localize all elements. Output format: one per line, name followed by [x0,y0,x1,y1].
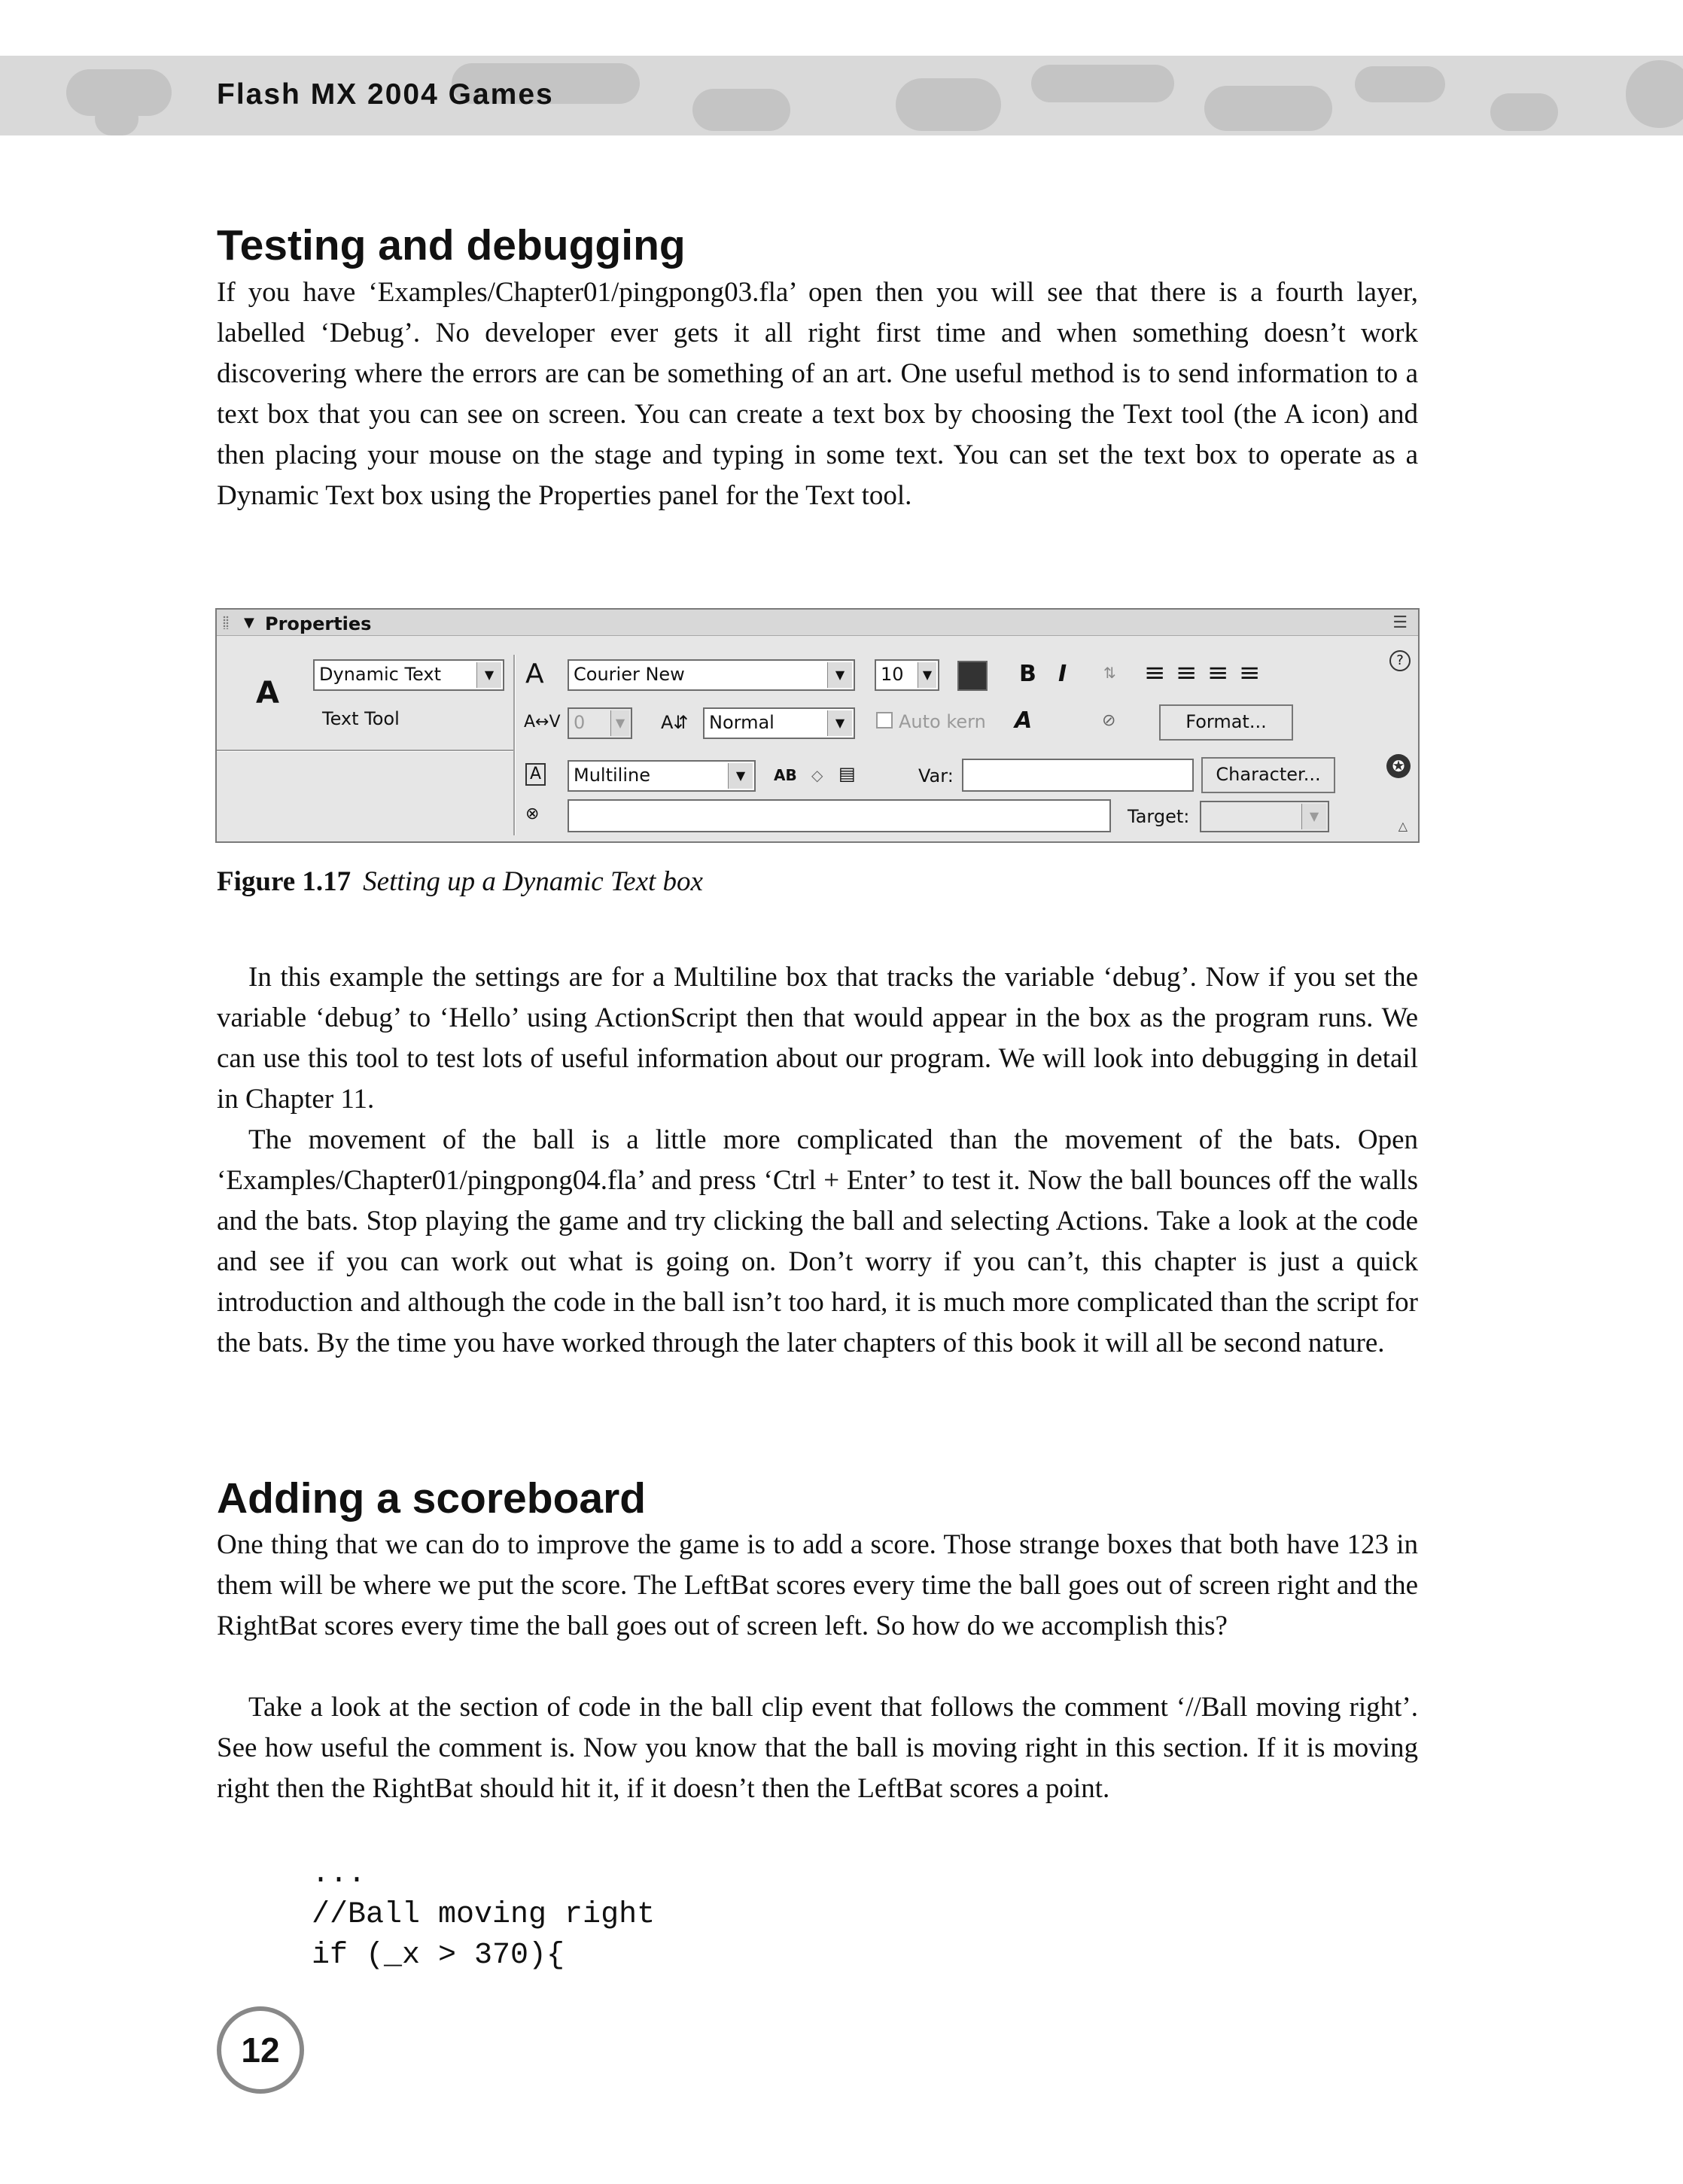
text-type-value: Dynamic Text [319,664,442,685]
collapse-triangle-icon[interactable]: ▼ [244,615,254,631]
tracking-value: 0 [574,712,586,733]
auto-kern-checkbox[interactable] [876,712,893,729]
baseline-icon: A⇵ [661,712,689,733]
body-paragraph: The movement of the ball is a little more complicated than the movement of the bats. Open ‘Examples/Chapter01/pingpong04.fla’ and press ‘Ctrl + Enter’ to test it. Now the ball bounces off the walls and the bats. Stop playing the game and try clicking the ball and selecting Actions. Take a look at the code and see if you can work out what is going on. Don’t worry if you can’t, this chapter is just a quick introduction and although the code in the ball isn’t too hard, it is much more complicated than the script for the bats. By the time you have worked through the later chapters of this book it will all be second nature. [217,1124,1418,1358]
target-label: Target: [1128,806,1190,827]
properties-panel [215,608,1420,843]
text-type-select[interactable] [313,659,504,691]
section-heading-testing: Testing and debugging [217,221,686,269]
panel-options-menu-icon[interactable]: ☰ [1392,613,1408,632]
tracking-icon: A↔V [524,713,561,732]
target-select[interactable] [1200,801,1329,832]
divider [513,655,516,835]
help-icon[interactable]: ? [1389,650,1411,671]
font-select[interactable] [568,659,855,691]
bold-button[interactable]: B [1019,661,1036,687]
drag-grip-icon[interactable] [223,616,229,629]
header-decoration [95,102,138,135]
var-input[interactable] [962,759,1194,792]
selectable-icon[interactable]: AB [774,766,797,784]
baseline-select[interactable] [703,707,855,739]
format-button[interactable]: Format... [1159,704,1293,741]
character-button[interactable]: Character... [1201,757,1335,793]
header-decoration [1626,60,1683,128]
divider [217,750,513,752]
chevron-down-icon: ▼ [1301,804,1326,829]
chevron-down-icon: ▼ [476,662,501,688]
auto-kern-label: Auto kern [899,711,986,732]
url-input[interactable] [568,799,1111,832]
code-listing: ... //Ball moving right if (_x > 370){ [312,1857,656,1973]
align-right-icon[interactable]: ≡ [1207,658,1229,688]
header-decoration [1204,86,1332,131]
font-size-select[interactable] [875,659,939,691]
align-center-icon[interactable]: ≡ [1176,658,1198,688]
font-size-value: 10 [881,664,904,685]
show-border-icon[interactable]: ▤ [838,763,856,784]
section-heading-scoreboard: Adding a scoreboard [217,1474,647,1522]
link-icon: ⊗ [525,805,540,823]
align-left-icon[interactable]: ≡ [1144,658,1166,688]
figure-caption-text: Setting up a Dynamic Text box [363,866,703,897]
line-type-select[interactable] [568,760,756,792]
baseline-value: Normal [709,712,775,733]
body-paragraph: In this example the settings are for a Multiline box that tracks the variable ‘debug’. Now if you set the variable ‘debug’ to ‘Hello’ using ActionScript then that would appear in the box as the program runs. We can use this tool to test lots of useful information about our program. We will look into debugging in detail in Chapter 11. [217,962,1418,1115]
chevron-down-icon: ▼ [827,662,852,688]
section-paragraph: Take a look at the section of code in the ball clip event that follows the comment ‘//Ball moving right’. See how useful the comment is. Now you know that the ball is moving right in this section. If it is moving right then the RightBat should hit it, if it doesn’t then the LeftBat scores a point. [217,1692,1418,1804]
chevron-down-icon: ▼ [918,662,936,688]
header-decoration [896,78,1001,131]
expand-arrow-icon[interactable]: △ [1398,819,1408,833]
font-icon: A [525,659,544,689]
header-decoration [1355,66,1445,102]
italic-button[interactable]: I [1058,661,1067,687]
figure-caption [217,862,703,902]
align-justify-icon[interactable]: ≡ [1239,658,1261,688]
running-title: Flash MX 2004 Games [217,78,554,111]
header-decoration [1490,93,1558,131]
accessibility-icon[interactable]: ✪ [1386,754,1411,778]
page-number: 12 [217,2006,304,2094]
tool-name-label: Text Tool [322,708,400,729]
header-decoration [1031,65,1174,102]
text-direction-icon[interactable]: ⇅ [1103,664,1116,682]
font-value: Courier New [574,664,685,685]
var-label: Var: [918,765,954,786]
chevron-down-icon: ▼ [827,710,852,736]
figure-number: Figure 1.17 [217,866,352,897]
section-paragraph: One thing that we can do to improve the game is to add a score. Those strange boxes that both have 123 in them will be where we put the score. The LeftBat scores every time the ball goes out of screen right and the RightBat scores every time the ball goes out of screen left. So how do we accomplish this? [217,1529,1418,1641]
text-color-swatch[interactable] [957,661,988,691]
url-link-icon[interactable]: ⊘ [1102,711,1116,730]
panel-titlebar[interactable] [217,610,1418,636]
header-decoration [692,89,790,131]
chevron-down-icon: ▼ [610,710,629,736]
tracking-field[interactable] [568,707,632,739]
line-type-value: Multiline [574,765,650,786]
section-paragraph: If you have ‘Examples/Chapter01/pingpong03.fla’ open then you will see that there is a fourth layer, labelled ‘Debug’. No developer ever gets it all right first time and when something doesn’t work discovering where the errors are can be something of an art. One useful method is to send information to a text box that you can see on screen. You can create a text box by choosing the Text tool (the A icon) and then placing your mouse on the stage and typing in some text. You can set the text box to operate as a Dynamic Text box using the Properties panel for the Text tool. [217,277,1418,511]
chevron-down-icon: ▼ [728,763,753,789]
line-type-icon: A [525,763,546,786]
font-rendering-icon[interactable]: A [1015,707,1033,734]
text-tool-icon: A [256,676,279,710]
panel-title: Properties [265,613,372,634]
render-html-icon[interactable]: ◇ [811,766,823,784]
